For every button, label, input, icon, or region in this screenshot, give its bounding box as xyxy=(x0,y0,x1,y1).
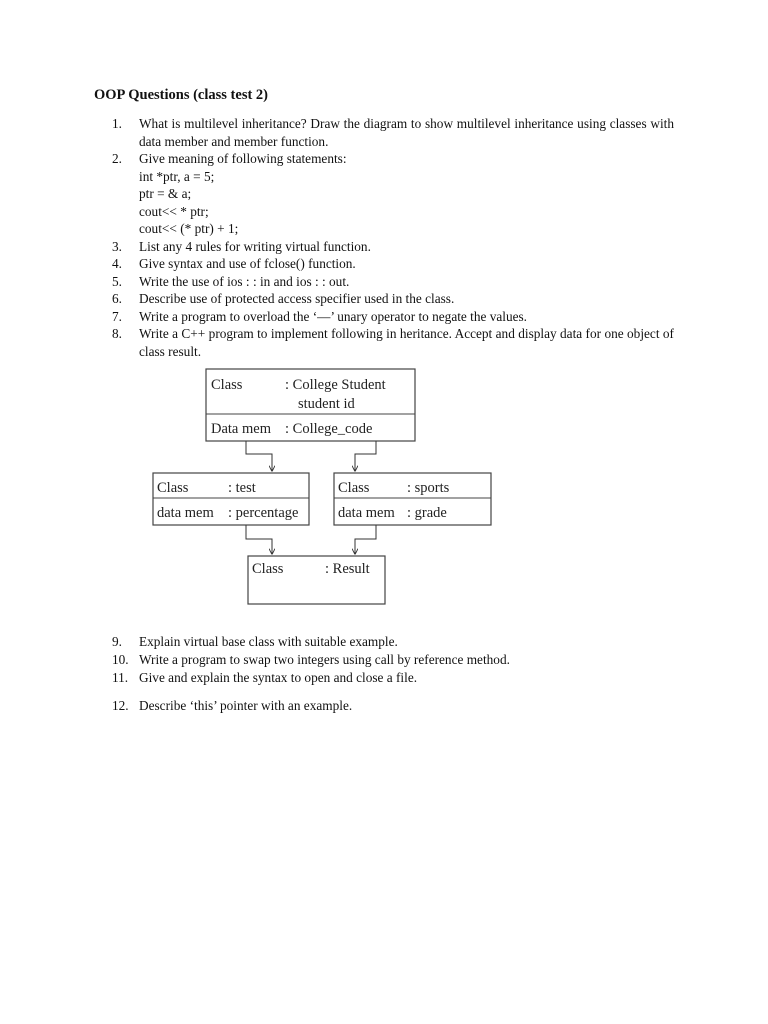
sports-class-name: : sports xyxy=(407,480,450,496)
class-box-college xyxy=(206,369,415,441)
result-class-label: Class xyxy=(252,561,284,577)
question-text: What is multilevel inheritance? Draw the diagram to show multilevel inheritance using classes with data member and member function. xyxy=(139,116,674,149)
connector-arrow xyxy=(246,441,272,471)
question-item xyxy=(94,651,674,669)
question-number: 4. xyxy=(112,256,122,271)
question-number: 7. xyxy=(112,308,122,324)
college-data-value: : College_code xyxy=(285,421,373,437)
test-class-label: Class xyxy=(157,480,189,496)
question-item xyxy=(94,290,674,308)
question-item xyxy=(94,115,674,150)
test-class-name: : test xyxy=(228,480,256,496)
code-line: cout<< (* ptr) + 1; xyxy=(139,221,239,236)
question-item xyxy=(94,238,674,256)
connector-arrow xyxy=(246,525,272,554)
question-number: 6. xyxy=(112,291,122,306)
question-text: Give syntax and use of fclose() function. xyxy=(139,256,356,271)
question-text: Write a C++ program to implement following in heritance. Accept and display data for one object of class result. xyxy=(139,326,674,359)
college-member: student id xyxy=(298,396,355,412)
test-data-value: : percentage xyxy=(228,505,299,521)
question-number: 3. xyxy=(112,238,122,254)
question-text: Write the use of ios : : in and ios : : out. xyxy=(139,273,350,289)
question-item xyxy=(94,325,674,360)
question-text: Describe use of protected access specifier used in the class. xyxy=(139,291,455,306)
question-number: 11. xyxy=(112,670,129,685)
sports-data-label: data mem xyxy=(338,505,395,521)
question-item xyxy=(94,697,674,715)
code-line: int *ptr, a = 5; xyxy=(139,168,215,184)
question-item xyxy=(94,255,674,273)
connector-arrow xyxy=(355,441,376,471)
question-item xyxy=(94,633,674,651)
question-text: List any 4 rules for writing virtual function. xyxy=(139,238,371,254)
page-title: OOP Questions (class test 2) xyxy=(94,87,268,103)
question-number: 1. xyxy=(112,116,122,131)
question-text: Write a program to overload the ‘—’ unary operator to negate the values. xyxy=(139,308,527,324)
inheritance-diagram xyxy=(150,368,500,613)
college-class-name: : College Student xyxy=(285,377,386,393)
question-list xyxy=(94,115,674,360)
question-list-continued xyxy=(94,633,674,715)
question-text: Give meaning of following statements: xyxy=(139,151,347,166)
question-item xyxy=(94,308,674,326)
sports-class-label: Class xyxy=(338,480,370,496)
question-number: 5. xyxy=(112,273,122,289)
college-data-label: Data mem xyxy=(211,421,271,437)
question-item xyxy=(94,669,674,687)
class-box-result xyxy=(248,556,385,604)
connector-arrow xyxy=(355,525,376,554)
question-number: 12. xyxy=(112,698,129,713)
college-class-label: Class xyxy=(211,377,243,393)
question-number: 8. xyxy=(112,326,122,341)
code-line: cout<< * ptr; xyxy=(139,203,209,219)
question-text: Write a program to swap two integers using call by reference method. xyxy=(139,652,510,667)
question-text: Explain virtual base class with suitable example. xyxy=(139,634,398,649)
sports-data-value: : grade xyxy=(407,505,447,521)
question-text: Give and explain the syntax to open and close a file. xyxy=(139,670,418,685)
question-number: 2. xyxy=(112,151,122,166)
code-line: ptr = & a; xyxy=(139,186,192,201)
test-data-label: data mem xyxy=(157,505,214,521)
question-item xyxy=(94,150,674,238)
question-item xyxy=(94,273,674,291)
question-text: Describe ‘this’ pointer with an example. xyxy=(139,698,353,713)
question-number: 10. xyxy=(112,652,129,667)
class-box-sports xyxy=(334,473,491,525)
result-class-name: : Result xyxy=(325,561,370,577)
question-number: 9. xyxy=(112,634,122,649)
class-box-test xyxy=(153,473,309,525)
